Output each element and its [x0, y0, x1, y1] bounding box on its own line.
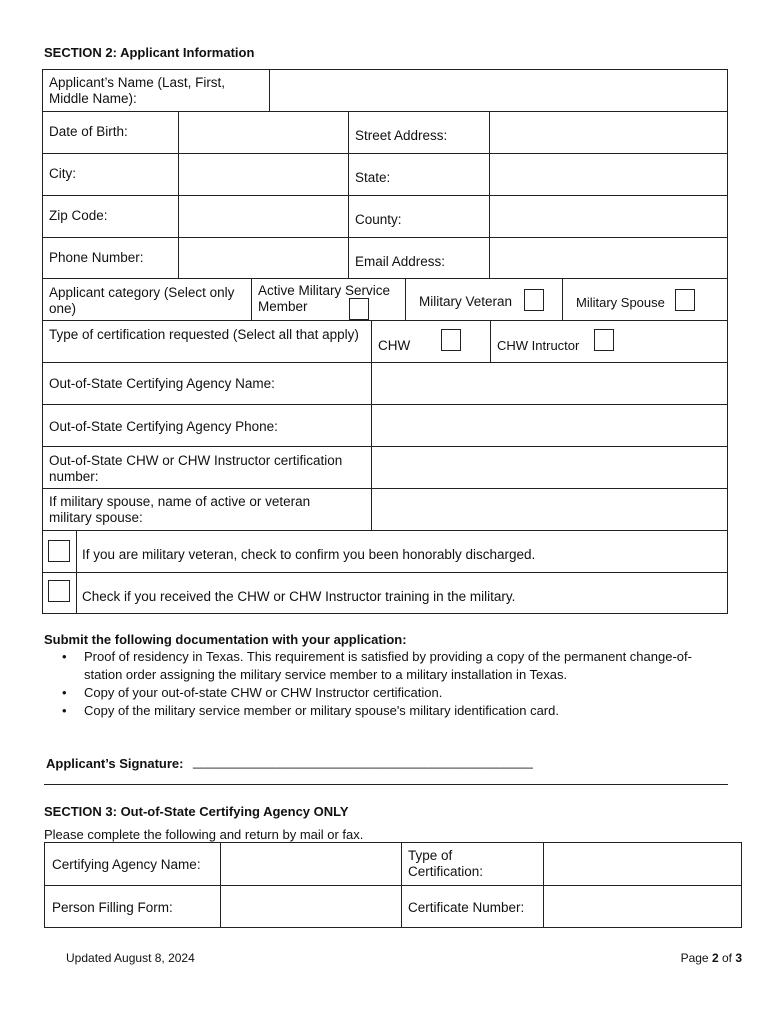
- street-label: Street Address:: [355, 128, 448, 143]
- footer-updated: Updated August 8, 2024: [66, 951, 195, 965]
- s3-cert-type-label-cell: [401, 842, 544, 886]
- cert-chw-cell: [371, 320, 491, 363]
- zip-field[interactable]: [178, 195, 349, 238]
- email-field[interactable]: [489, 237, 728, 279]
- spouse-name-field[interactable]: [371, 488, 728, 531]
- agency-name-field[interactable]: [371, 362, 728, 405]
- street-label-cell: [348, 111, 490, 154]
- page-prefix: Page: [680, 951, 712, 965]
- documentation-item: [44, 702, 744, 720]
- county-label: County:: [355, 212, 402, 227]
- category-spouse-label: Military Spouse: [576, 295, 665, 310]
- category-spouse-checkbox[interactable]: [675, 289, 695, 311]
- email-label: Email Address:: [355, 254, 446, 269]
- cert-number-label: Out-of-State CHW or CHW Instructor certification number:: [49, 453, 343, 484]
- agency-phone-field[interactable]: [371, 404, 728, 447]
- cert-chw-checkbox[interactable]: [441, 329, 461, 351]
- category-veteran-label: Military Veteran: [419, 294, 513, 309]
- cert-type-label-cell: [42, 320, 372, 363]
- dob-label: Date of Birth:: [49, 124, 128, 139]
- training-check-checkbox[interactable]: [48, 580, 70, 602]
- email-label-cell: [348, 237, 490, 279]
- veteran-confirm-text: If you are military veteran, check to confirm you been honorably discharged.: [82, 547, 536, 562]
- phone-field[interactable]: [178, 237, 349, 279]
- s3-cert-number-label-cell: [401, 885, 544, 928]
- s3-person-label: Person Filling Form:: [52, 900, 173, 915]
- zip-label-cell: [42, 195, 179, 238]
- county-field[interactable]: [489, 195, 728, 238]
- phone-label-cell: [42, 237, 179, 279]
- training-check-text: Check if you received the CHW or CHW Instructor training in the military.: [82, 589, 516, 604]
- section3-instruction: Please complete the following and return by mail or fax.: [44, 827, 364, 842]
- page-total: 3: [735, 951, 742, 965]
- s3-person-label-cell: [44, 885, 221, 928]
- documentation-item-text: station order assigning the military service member to a military installation in Texas.: [84, 667, 568, 682]
- category-veteran-checkbox[interactable]: [524, 289, 544, 311]
- street-field[interactable]: [489, 111, 728, 154]
- veteran-confirm-row: [42, 530, 728, 573]
- documentation-item-text: Copy of your out-of-state CHW or CHW Instructor certification.: [84, 685, 443, 700]
- county-label-cell: [348, 195, 490, 238]
- dob-label-cell: [42, 111, 179, 154]
- s3-cert-type-field[interactable]: [543, 842, 742, 886]
- city-label-cell: [42, 153, 179, 196]
- category-active-checkbox[interactable]: [349, 298, 369, 320]
- page-current: 2: [711, 951, 719, 965]
- name-label: Applicant’s Name (Last, First, Middle Name):: [49, 75, 226, 106]
- agency-name-label: Out-of-State Certifying Agency Name:: [49, 376, 275, 391]
- section-divider: [44, 784, 728, 785]
- documentation-item-continued: [44, 666, 744, 684]
- documentation-heading: Submit the following documentation with your application:: [44, 632, 407, 647]
- cert-type-label: Type of certification requested (Select all that apply): [49, 327, 359, 342]
- agency-phone-label: Out-of-State Certifying Agency Phone:: [49, 419, 278, 434]
- page-of: of: [718, 951, 736, 965]
- city-field[interactable]: [178, 153, 349, 196]
- city-label: City:: [49, 166, 76, 181]
- section3-title: SECTION 3: Out-of-State Certifying Agency ONLY: [44, 804, 349, 819]
- s3-person-field[interactable]: [220, 885, 402, 928]
- documentation-list: [44, 648, 744, 720]
- s3-cert-number-field[interactable]: [543, 885, 742, 928]
- cert-number-label-cell: [42, 446, 372, 489]
- agency-phone-label-cell: [42, 404, 372, 447]
- s3-cert-number-label: Certificate Number:: [408, 900, 525, 915]
- section2-title: SECTION 2: Applicant Information: [44, 45, 255, 60]
- documentation-item: [44, 684, 744, 702]
- s3-agency-name-label: Certifying Agency Name:: [52, 857, 201, 872]
- documentation-item-text: Copy of the military service member or military spouse's military identification card.: [84, 703, 559, 718]
- state-label: State:: [355, 170, 391, 185]
- cert-number-field[interactable]: [371, 446, 728, 489]
- state-label-cell: [348, 153, 490, 196]
- training-check-row: [42, 572, 728, 614]
- footer-page-number: [681, 951, 742, 965]
- cert-chw-label: CHW: [378, 338, 411, 353]
- category-active-cell: [251, 278, 406, 321]
- s3-agency-name-label-cell: [44, 842, 221, 886]
- phone-label: Phone Number:: [49, 250, 144, 265]
- name-field[interactable]: [269, 69, 728, 112]
- category-label-cell: [42, 278, 252, 321]
- state-field[interactable]: [489, 153, 728, 196]
- signature-label: Applicant’s Signature:: [46, 756, 184, 771]
- cert-instructor-checkbox[interactable]: [594, 329, 614, 351]
- documentation-item-text: Proof of residency in Texas. This requirement is satisfied by providing a copy of the permanent change-of-: [84, 649, 692, 664]
- cert-instructor-label: CHW Intructor: [497, 338, 580, 353]
- veteran-confirm-checkbox[interactable]: [48, 540, 70, 562]
- signature-line[interactable]: _______________________________________________: [193, 754, 533, 769]
- spouse-name-label-cell: [42, 488, 372, 531]
- category-label: Applicant category (Select only one): [49, 285, 235, 316]
- name-label-cell: [42, 69, 270, 112]
- category-spouse-cell: [562, 278, 728, 321]
- documentation-item: [44, 648, 744, 666]
- dob-field[interactable]: [178, 111, 349, 154]
- category-active-label: Active Military Service Member: [258, 283, 391, 314]
- s3-agency-name-field[interactable]: [220, 842, 402, 886]
- zip-label: Zip Code:: [49, 208, 108, 223]
- s3-cert-type-label: Type of Certification:: [408, 848, 484, 879]
- agency-name-label-cell: [42, 362, 372, 405]
- spouse-name-label: If military spouse, name of active or veteran military spouse:: [49, 494, 311, 525]
